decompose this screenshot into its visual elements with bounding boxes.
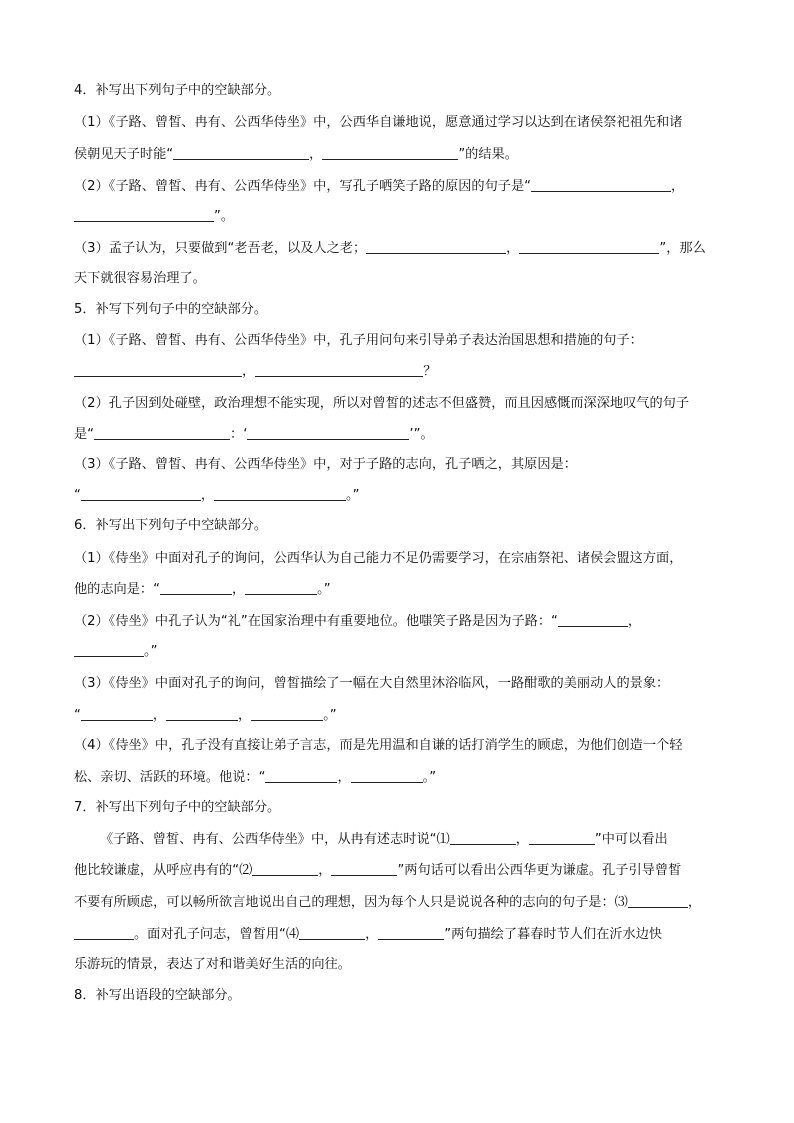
answer-blank[interactable] [247,425,409,440]
answer-blank[interactable] [160,580,232,595]
q6-p1-line1: （1）《侍坐》中面对孔子的询问，公西华认为自己能力不足仍需要学习，在宗庙祭祀、诸侯会盟这方面， [74,551,683,566]
q6-p1-line2: 他的志向是：“ ， 。” [74,582,331,597]
q7-line2: 他比较谦虚，从呼应冉有的“⑵ ， ”两句话可以看出公西华更为谦虚。孔子引导曾皙 [74,863,682,878]
q6-p2-line1: （2）《侍坐》中孔子认为“礼”在国家治理中有重要地位。他嗤笑子路是因为子路：“ ， [74,614,642,629]
q4-title: 4．补写出下列句子中的空缺部分。 [74,83,281,98]
q4-p2-line1: （2）《子路、曾皙、冉有、公西华侍坐》中，写孔子哂笑子路的原因的句子是“ ， [74,179,685,194]
q5-title: 5．补写下列句子中的空缺部分。 [74,302,268,317]
q6-title: 6．补写出下列句子中空缺部分。 [74,518,268,533]
q4-p1-line2: 侯朝见天子时能“ ， ”的结果。 [74,147,518,162]
q5-p3-line1: （3）《子路、曾皙、冉有、公西华侍坐》中，对于子路的志向，孔子哂之，其原因是： [74,457,577,472]
answer-blank[interactable] [74,925,134,940]
answer-blank[interactable] [74,362,242,377]
q7-line5: 乐游玩的情景，表达了对和谐美好生活的向往。 [74,957,351,972]
q7-title: 7．补写出下列句子中的空缺部分。 [74,800,281,815]
q6-p3-line1: （3）《侍坐》中面对孔子的询问，曾皙描绘了一幅在大自然里沐浴临风，一路酣歌的美丽动人的景象： [74,676,670,691]
q5-p1-line2: ， ？ [74,362,436,381]
answer-blank[interactable] [529,830,595,845]
answer-blank[interactable] [81,486,201,501]
q5-p2-line2: 是“ ：‘ ’”。 [74,427,434,442]
q4-p3-line1: （3）孟子认为，只要做到“老吾老，以及人之老； ， ”，那么 [74,241,706,256]
q7-line1: 《子路、曾皙、冉有、公西华侍坐》中，从冉有述志时说“⑴ ， ”中可以看出 [100,832,668,847]
q5-p3-line2: “ ， 。” [74,488,360,503]
answer-blank[interactable] [251,706,323,721]
q7-line3: 不要有所顾虑，可以畅所欲言地说出自己的理想，因为每个人只是说说各种的志向的句子是：⑶ ， [74,895,702,910]
answer-blank[interactable] [531,177,671,192]
q7-line4: 。面对孔子问志，曾皙用“⑷ ， ”两句描绘了暮春时节人们在沂水边快 [74,925,662,944]
q6-p2-line2: 。” [74,642,157,661]
answer-blank[interactable] [74,642,144,657]
answer-blank[interactable] [519,239,659,254]
answer-blank[interactable] [378,925,444,940]
answer-blank[interactable] [173,145,309,160]
answer-blank[interactable] [255,362,423,377]
answer-blank[interactable] [245,580,317,595]
answer-blank[interactable] [558,612,628,627]
answer-blank[interactable] [628,893,688,908]
q4-p2-line2: ”。 [74,207,234,226]
answer-blank[interactable] [252,861,318,876]
answer-blank[interactable] [81,706,153,721]
q4-p1-line1: （1）《子路、曾皙、冉有、公西华侍坐》中，公西华自谦地说，愿意通过学习以达到在诸侯祭祀祖先和诸 [74,115,683,130]
q6-p4-line2: 松、亲切、活跃的环境。他说：“ ， 。” [74,770,437,785]
answer-blank[interactable] [351,768,423,783]
answer-blank[interactable] [366,239,506,254]
q6-p4-line1: （4）《侍坐》中，孔子没有直接让弟子言志，而是先用温和自谦的话打消学生的顾虑，为他们创造一个轻 [74,738,683,753]
q5-p1-line1: （1）《子路、曾皙、冉有、公西华侍坐》中，孔子用问句来引导弟子表达治国思想和措施的句子： [74,333,643,348]
q5-p2-line1: （2）孔子因到处碰壁，政治理想不能实现，所以对曾皙的述志不但盛赞，而且因感慨而深深地叹气的句子 [74,396,690,411]
answer-blank[interactable] [74,207,214,222]
answer-blank[interactable] [299,925,365,940]
q6-p3-line2: “ ， ， 。” [74,708,337,723]
answer-blank[interactable] [265,768,337,783]
answer-blank[interactable] [450,830,516,845]
answer-blank[interactable] [322,145,458,160]
answer-blank[interactable] [214,486,346,501]
q4-p3-line2: 天下就很容易治理了。 [74,271,206,286]
q8-title: 8．补写出语段的空缺部分。 [74,988,241,1003]
answer-blank[interactable] [331,861,397,876]
answer-blank[interactable] [166,706,238,721]
answer-blank[interactable] [94,425,230,440]
